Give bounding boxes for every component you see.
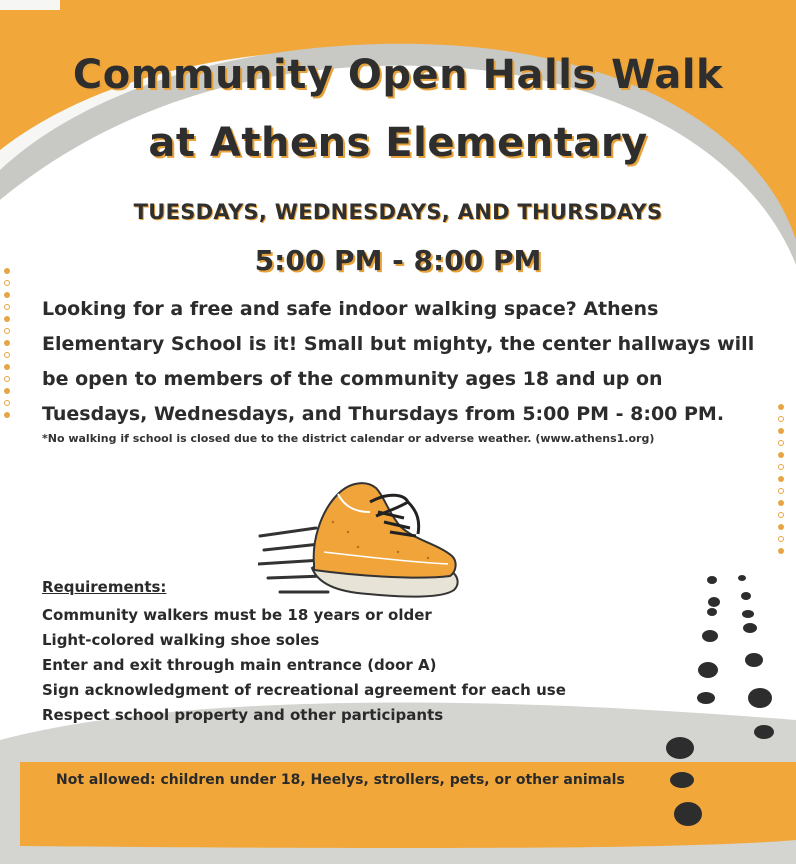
not-allowed-text: Not allowed: children under 18, Heelys, strollers, pets, or other animals: [56, 772, 625, 788]
title-line-1: Community Open Halls Walk: [72, 52, 724, 98]
intro-line: Elementary School is it! Small but mighty, the center hallways will: [42, 333, 755, 355]
list-item: Sign acknowledgment of recreational agreement for each use: [42, 681, 566, 699]
left-dot-column: [4, 268, 10, 424]
intro-paragraph: [42, 292, 772, 432]
footprints-icon: [660, 570, 790, 840]
list-item: Respect school property and other participants: [42, 706, 444, 724]
requirements-heading: Requirements:: [42, 578, 167, 596]
closure-note: *No walking if school is closed due to the district calendar or adverse weather. (www.athens1.org): [42, 432, 655, 445]
list-item: Community walkers must be 18 years or older: [42, 606, 432, 624]
schedule-days: TUESDAYS, WEDNESDAYS, AND THURSDAYS: [133, 200, 663, 224]
sneaker-icon: [258, 472, 468, 604]
list-item: Enter and exit through main entrance (door A): [42, 656, 437, 674]
right-dot-column: [778, 404, 784, 560]
list-item: Light-colored walking shoe soles: [42, 631, 320, 649]
schedule-hours: 5:00 PM - 8:00 PM: [254, 244, 542, 277]
intro-line: Looking for a free and safe indoor walking space? Athens: [42, 298, 659, 320]
requirements-list: [42, 603, 566, 728]
title-line-2: at Athens Elementary: [148, 120, 648, 166]
intro-line: Tuesdays, Wednesdays, and Thursdays from 5:00 PM - 8:00 PM.: [42, 403, 725, 425]
intro-line: be open to members of the community ages 18 and up on: [42, 368, 663, 390]
